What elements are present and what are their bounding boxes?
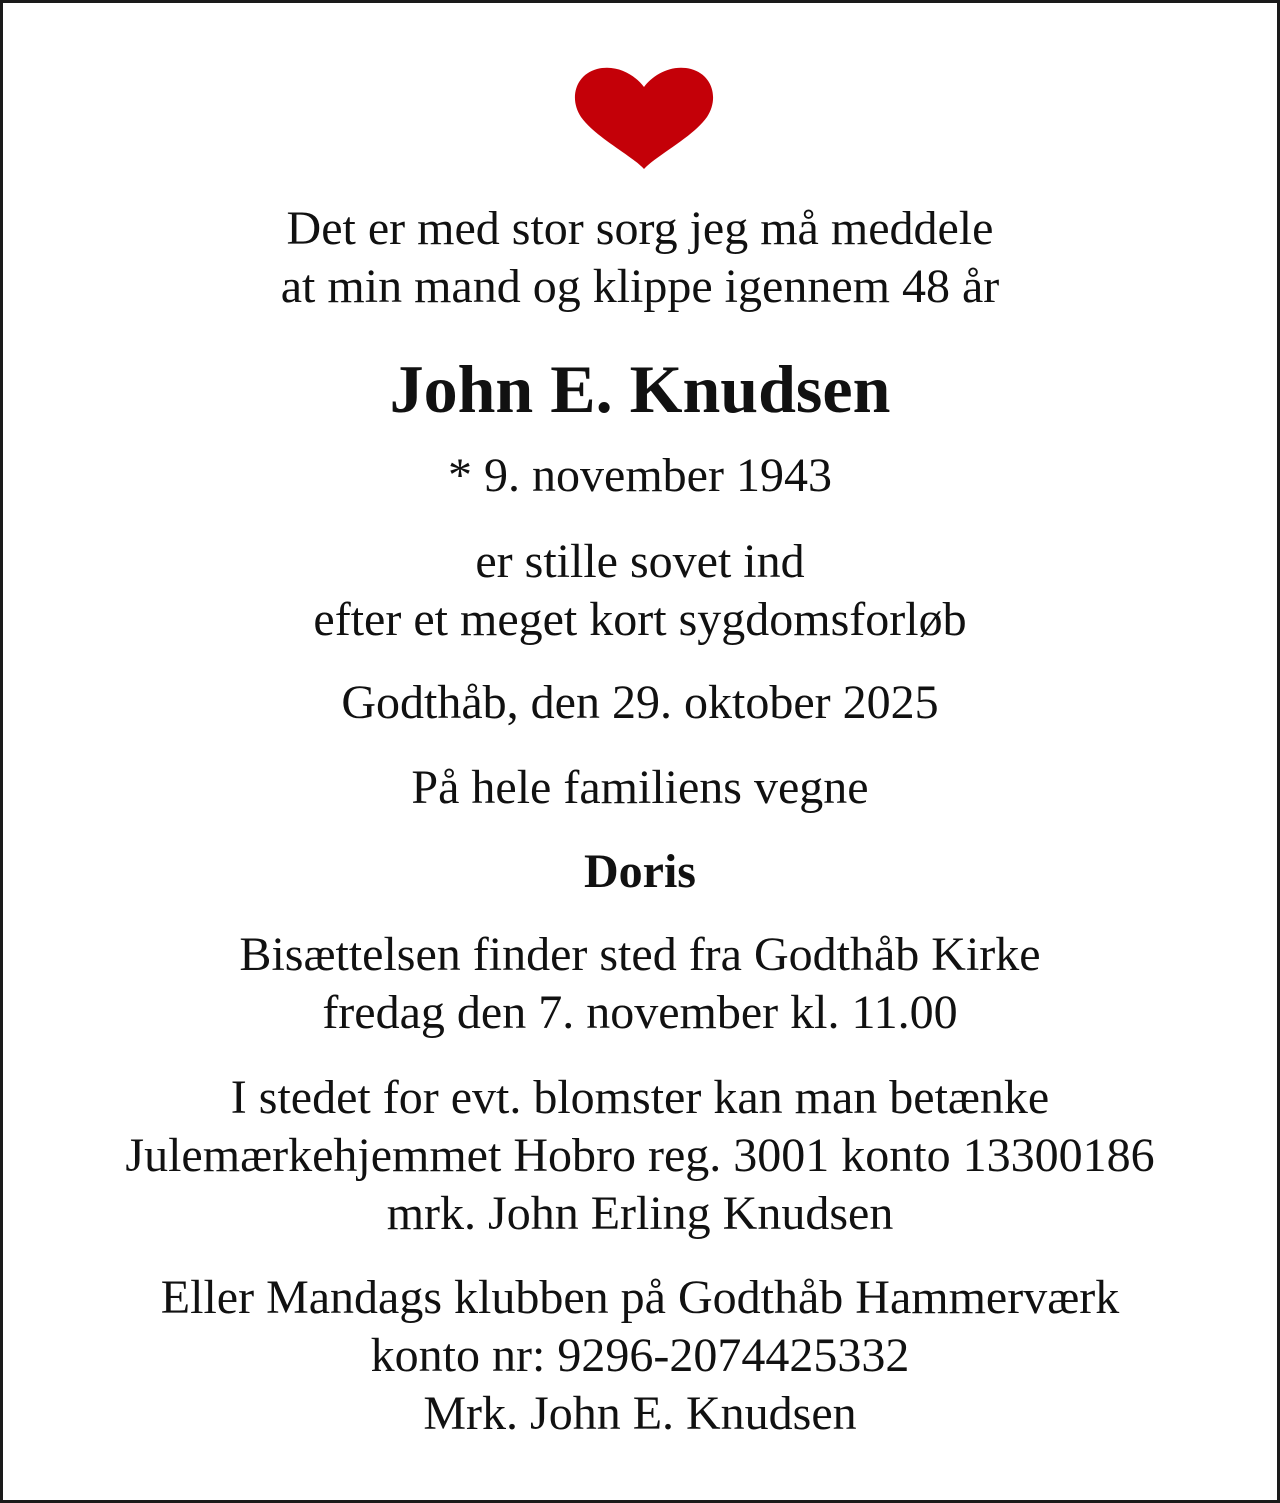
funeral-info [3,926,1277,1042]
signer-name: Doris [584,845,696,898]
heart-icon [573,65,715,171]
donation-info-1 [3,1069,1277,1243]
place-and-date: Godthåb, den 29. oktober 2025 [341,676,939,729]
intro-line-1: Det er med stor sorg jeg må meddele [286,202,994,255]
on-behalf-text: På hele familiens vegne [411,761,869,814]
heart-shape [575,68,713,169]
funeral-line-1: Bisættelsen finder sted fra Godthåb Kirke [239,928,1041,981]
intro-text [3,200,1277,316]
donation2-line-2: konto nr: 9296-2074425332 [370,1329,910,1382]
donation1-line-3: mrk. John Erling Knudsen [386,1187,894,1240]
donation2-line-3: Mrk. John E. Knudsen [423,1387,857,1440]
deceased-name: John E. Knudsen [389,351,891,427]
donation1-line-1: I stedet for evt. blomster kan man betænke [230,1071,1050,1124]
passing-line-2: efter et meget kort sygdomsforløb [313,593,967,646]
birth-date: * 9. november 1943 [448,449,832,502]
donation2-line-1: Eller Mandags klubben på Godthåb Hammerværk [160,1271,1120,1324]
donation1-line-2: Julemærkehjemmet Hobro reg. 3001 konto 13300186 [125,1129,1155,1182]
passing-line-1: er stille sovet ind [475,535,805,588]
passing-text [3,533,1277,649]
donation-info-2 [3,1269,1277,1443]
intro-line-2: at min mand og klippe igennem 48 år [280,260,1000,313]
funeral-line-2: fredag den 7. november kl. 11.00 [322,986,958,1039]
